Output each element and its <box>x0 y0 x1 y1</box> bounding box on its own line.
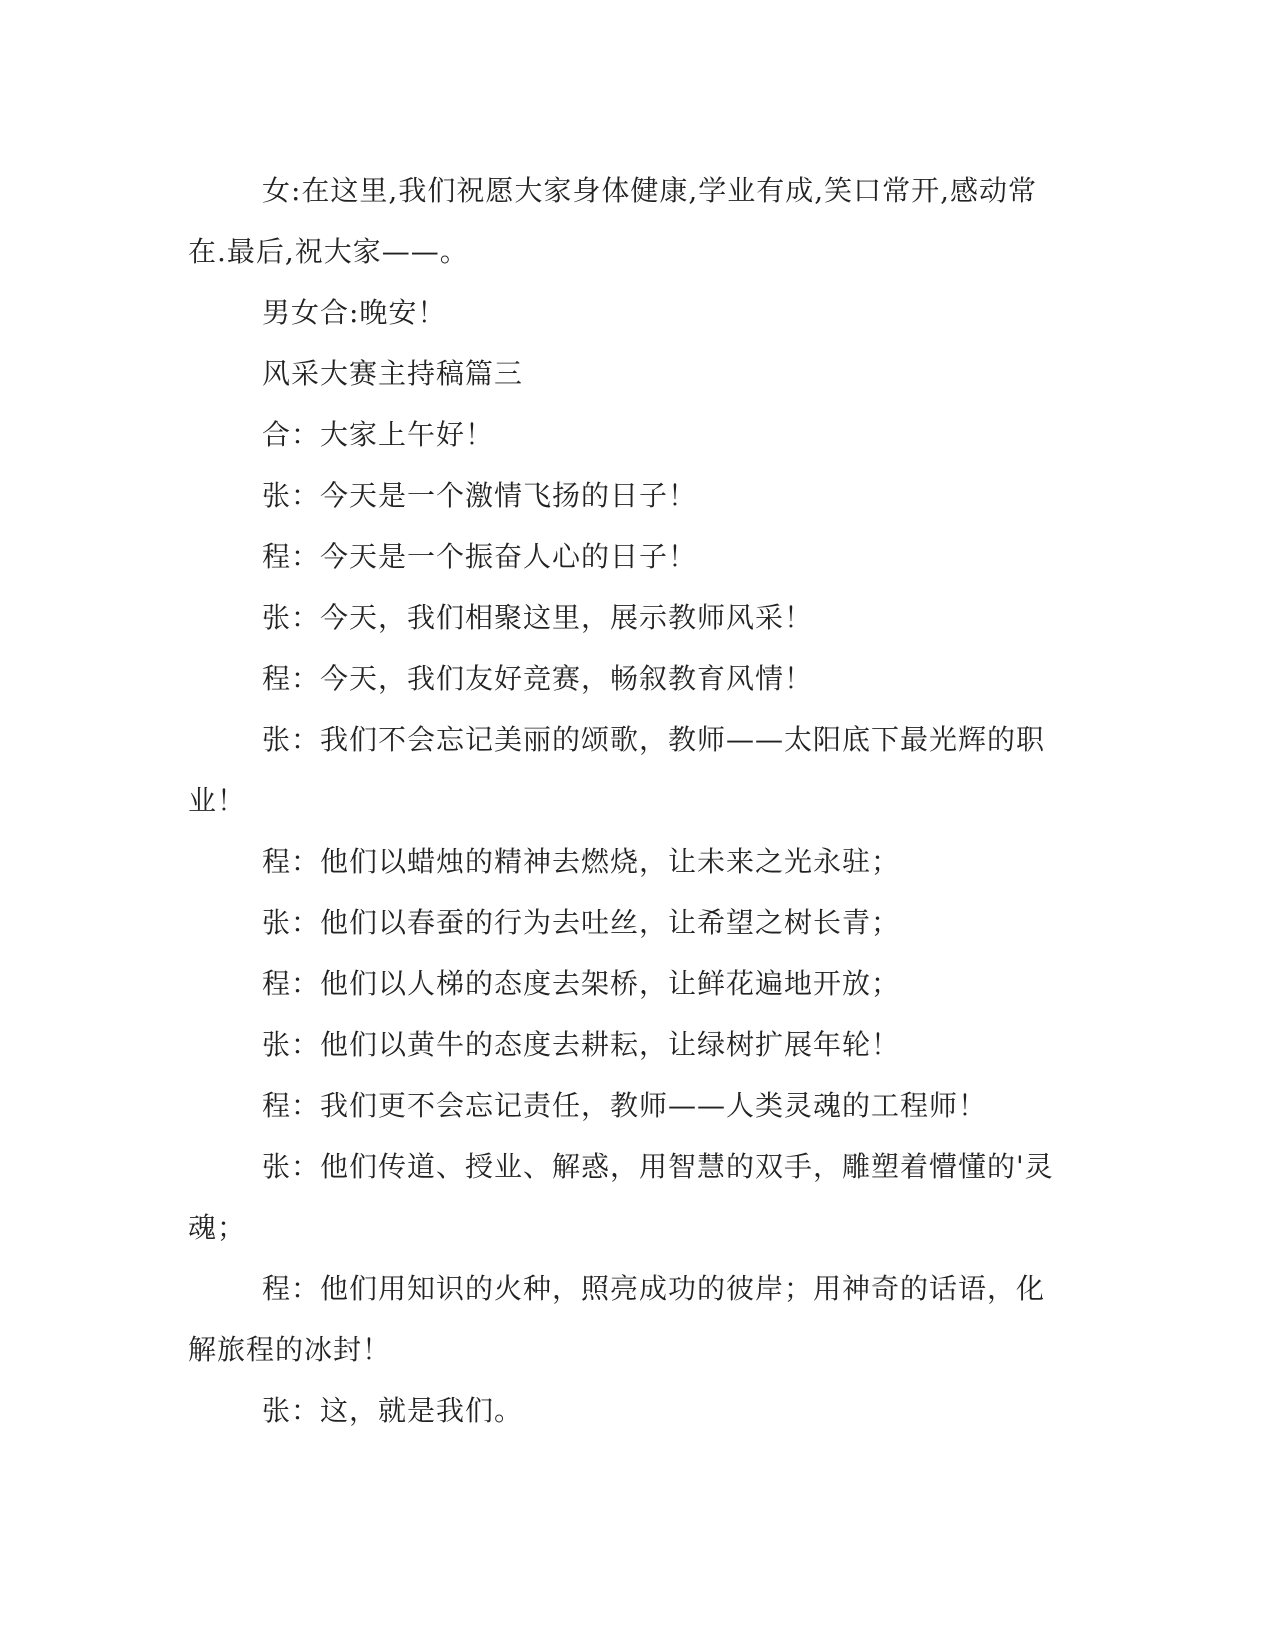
paragraph-line: 张：这，就是我们。 <box>262 1394 524 1427</box>
paragraph-line: 张：他们传道、授业、解惑，用智慧的双手，雕塑着懵懂的'灵魂； <box>188 1150 1054 1244</box>
paragraph-closing-wish: 女:在这里,我们祝愿大家身体健康,学业有成,笑口常开,感动常在.最后,祝大家——。 <box>188 174 1038 268</box>
paragraph-good-night: 男女合:晚安！ <box>262 296 447 329</box>
paragraph-line: 程：他们以人梯的态度去架桥，让鲜花遍地开放； <box>262 967 901 1000</box>
paragraph-line: 程：我们更不会忘记责任，教师——人类灵魂的工程师！ <box>262 1089 988 1122</box>
paragraph-greeting: 合：大家上午好！ <box>262 418 495 451</box>
paragraph-line: 张：今天，我们相聚这里，展示教师风采！ <box>262 601 814 634</box>
paragraph-line: 张：今天是一个激情飞扬的日子！ <box>262 479 698 512</box>
paragraph-line: 程：他们以蜡烛的精神去燃烧，让未来之光永驻； <box>262 845 901 878</box>
paragraph-line: 张：他们以春蚕的行为去吐丝，让希望之树长青； <box>262 906 901 939</box>
paragraph-line: 程：今天，我们友好竞赛，畅叙教育风情！ <box>262 662 814 695</box>
section-heading: 风采大赛主持稿篇三 <box>262 357 524 390</box>
paragraph-line: 张：他们以黄牛的态度去耕耘，让绿树扩展年轮！ <box>262 1028 901 1061</box>
paragraph-line: 程：他们用知识的火种，照亮成功的彼岸；用神奇的话语，化解旅程的冰封！ <box>188 1272 1046 1366</box>
paragraph-line: 张：我们不会忘记美丽的颂歌，教师——太阳底下最光辉的职业！ <box>188 723 1046 817</box>
document-body <box>188 160 1068 1441</box>
paragraph-line: 程：今天是一个振奋人心的日子！ <box>262 540 698 573</box>
